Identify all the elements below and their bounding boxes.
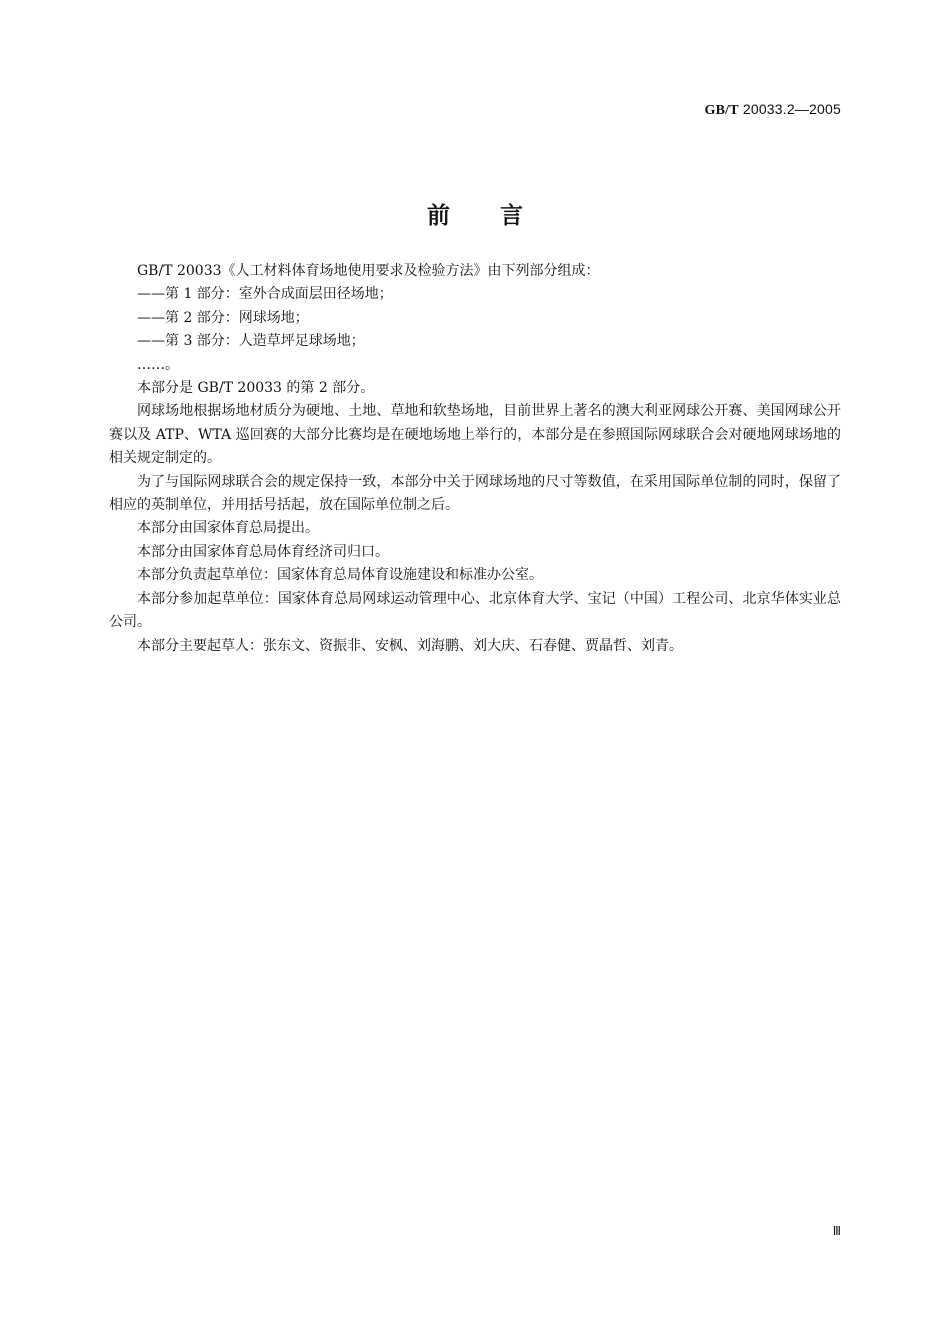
page-title: 前言 xyxy=(427,203,573,230)
paragraph-lead-drafter: 本部分负责起草单位：国家体育总局体育设施建设和标准办公室。 xyxy=(137,567,543,584)
standard-code xyxy=(704,101,841,119)
list-item-part-3: ——第 3 部分：人造草坪足球场地； xyxy=(137,333,365,350)
page-number: Ⅲ xyxy=(832,1224,841,1238)
list-item-part-1: ——第 1 部分：室外合成面层田径场地； xyxy=(137,286,393,303)
list-item-ellipsis: ……。 xyxy=(137,356,179,373)
standard-prefix: GB/T xyxy=(704,103,739,118)
list-item-part-2: ——第 2 部分：网球场地； xyxy=(137,309,309,326)
paragraph-centralized-by: 本部分由国家体育总局体育经济司归口。 xyxy=(137,543,389,560)
foreword-body xyxy=(109,260,841,658)
paragraph-participating-drafters: 本部分参加起草单位：国家体育总局网球运动管理中心、北京体育大学、宝记（中国）工程公司、北京华体实业总公司。 xyxy=(109,590,841,631)
paragraph-part-statement: 本部分是 GB/T 20033 的第 2 部分。 xyxy=(137,380,375,397)
paragraph-main-drafters: 本部分主要起草人：张东文、资振非、安枫、刘海鹏、刘大庆、石春健、贾晶哲、刘青。 xyxy=(137,637,683,654)
standard-number: 20033.2—2005 xyxy=(742,101,841,117)
paragraph-series-intro: GB/T 20033《人工材料体育场地使用要求及检验方法》由下列部分组成： xyxy=(137,263,600,279)
paragraph-court-types: 网球场地根据场地材质分为硬地、土地、草地和软垫场地，目前世界上著名的澳大利亚网球公开赛、美国网球公开赛以及 ATP、WTA 巡回赛的大部分比赛均是在硬地场地上举行的，本部分是在参照国际网球联合会对硬地网球场地的相关规定制定的。 xyxy=(109,403,841,467)
paragraph-units: 为了与国际网球联合会的规定保持一致，本部分中关于网球场地的尺寸等数值，在采用国际单位制的同时，保留了相应的英制单位，并用括号括起，放在国际单位制之后。 xyxy=(109,473,841,514)
paragraph-proposed-by: 本部分由国家体育总局提出。 xyxy=(137,520,319,537)
